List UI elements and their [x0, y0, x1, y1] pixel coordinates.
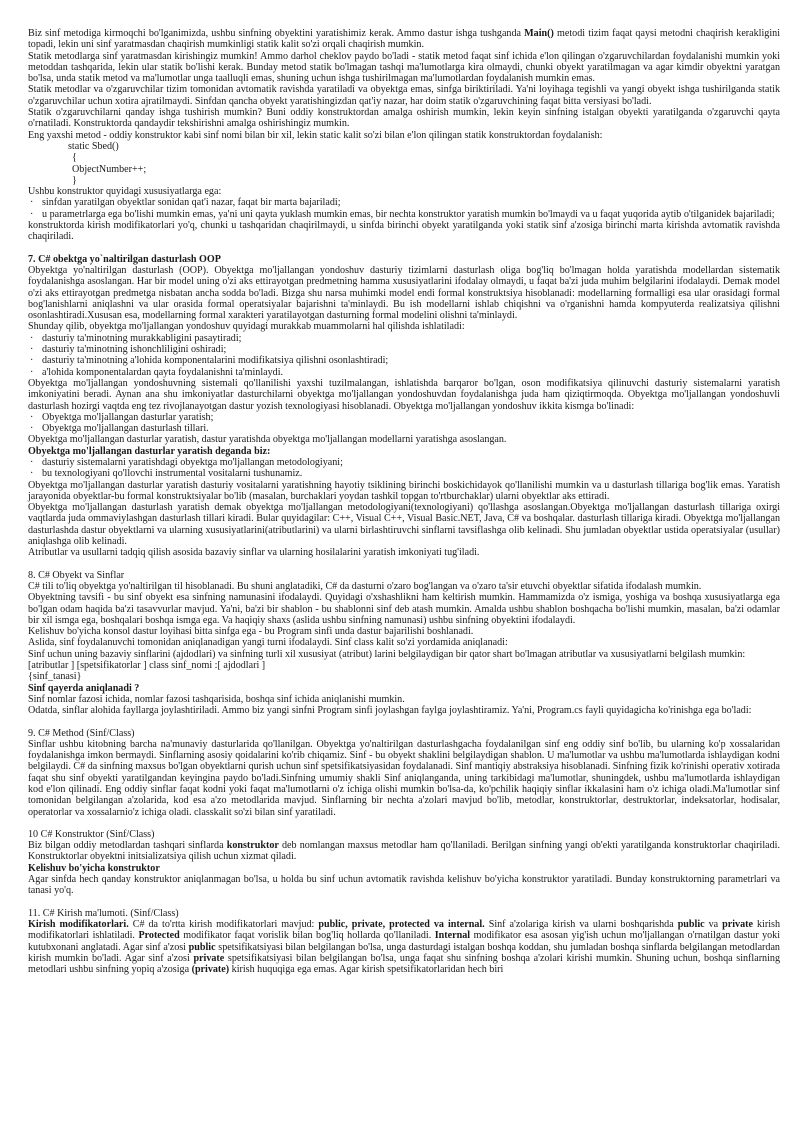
s8-paragraph: Kelishuv bo'yicha konsol dastur loyihasi bitta sinfga ega - bu Program sinfi unda dastur bajarilishi boshlanadi.	[28, 626, 474, 638]
code-line: static Sbed()	[68, 140, 119, 152]
s8-paragraph: Aslida, sinf foydalanuvchi tomonidan aniqlanadigan yangi turni ifodalaydi. Sinf class kalit so'zi yordamida aniqlanadi:	[28, 637, 508, 649]
bullet-item: · dasturiy sistemalarni yaratishdagi obyektga mo'ljallangan metodologiyani;	[28, 457, 780, 468]
s7-paragraph: Obyektga mo'ljallangan dasturlar yaratish dasturiy vositalarni yaratishning hayotiy tsiklining birinchi boskichidayok qo'llanilishi mumkin va u dasturlash tillariga bog'lik emas. Yaratish jarayonida obyektlar-bu formal konstruktsiyalar bo'lib (masalan, burchaklari yoydan tashkil topgan to'rtburchaklar) ularni obyektlar aks ettiradi.	[28, 479, 780, 502]
intro-paragraph-6: Ushbu konstruktor quyidagi xususiyatlarga ega:	[28, 186, 222, 198]
s7-paragraph: Obyektga mo'ljallangan dasturlar yaratish, dastur yaratishda obyektga mo'ljallangan modellarni yaratishga asoslangan.	[28, 434, 507, 446]
s10-paragraph: Biz bilgan oddiy metodlardan tashqari sinflarda konstruktor deb nomlangan maxsus metodlar ham qo'llaniladi. Berilgan sinfning yangi ob'ekti yaratilganda konstruktorlar chaqiriladi. Konstruktorlar obyektni initsializatsiya qilish uchun xizmat qiladi.	[28, 840, 781, 863]
bullet-item: · bu texnologiyani qo'llovchi instrumental vositalarni tushunamiz.	[28, 468, 780, 479]
s8-paragraph: Sinf uchun uning bazaviy sinflarini (ajdodlari) va sinfning turli xil xususiyat (atribut) larini belgilaydigan bir qator shart bo'lmagan atributlar va xususiyatlarni belgilash mumkin:	[28, 648, 746, 660]
section-title-10: 10 C# Konstruktor (Sinf/Class)	[28, 828, 155, 840]
bullet-item: · dasturiy ta'minotning ishonchliligini oshiradi;	[28, 344, 780, 355]
s11-paragraph: Kirish modifikatorlari. C# da to'rtta kirish modifikatorlari mavjud: public, private, protected va internal. Sinf a'zolariga kirish va ularni boshqarishda public va private kirish modifikatorlari ishlatiladi. Protected modifikator faqat vorislik bilan bog'liq hollarda qo'llaniladi. Internal modifikator esa asosan yig'ish uchun mo'ljallangan o'rnatilgan dastur yoki kutubxonani anglatadi. Agar sinf a'zosi public spetsifikatsiyasi bilan belgilangan bo'lsa, unga dasturdagi istalgan boshqa koddan, shu jumladan boshqa sinflarda belgilangan metodlardan kirish mumkin bo'ladi. Agar sinf a'zosi private spetsifikatsiyasi bilan belgilangan bo'lsa, unga faqat shu sinfning boshqa a'zolari kirishi mumkin. Shuning uchun, boshqa sinflarning metodlari ushbu sinfning yopiq a'zosiga (private) kirish huquqiga ega emas. Agar kirish spetsifikatorlaridan hech biri	[28, 918, 781, 976]
bullet-item: · u parametrlarga ega bo'lishi mumkin emas, ya'ni uni qayta yuklash mumkin emas, bir nechta konstruktor yaratish mumkin bo'lmaydi va u faqat yuqorida aytib o'tilganidek bajariladi;	[28, 209, 780, 220]
intro-paragraph-1: Biz sinf metodiga kirmoqchi bo'lganimizda, ushbu sinfning obyektini yaratishimiz kerak. Ammo dastur ishga tushganda Main() metodi tizim faqat qaysi metodni chaqirish kerakligini topadi, lekin uni sinf yaratmasdan chaqirish mumkinligi statik kalit so'zi orqali chaqirish mumkin.	[28, 28, 780, 51]
section-title-9: 9. C# Method (Sinf/Class)	[28, 727, 135, 739]
s8-paragraph: C# tili to'liq obyektga yo'naltirilgan til hisoblanadi. Bu shuni anglatadiki, C# da dasturni o'zaro bog'langan va o'zaro ta'sir etuvchi obyektlar sifatida ifodalash mumkin.	[28, 580, 702, 592]
s7-paragraph: Atributlar va usullarni tadqiq qilish asosida bazaviy sinflar va ularning hosilalarini yaratish imkoniyati tug'iladi.	[28, 547, 480, 559]
intro-paragraph-3: Statik metodlar va o'zgaruvchilar tizim tomonidan avtomatik ravishda yaratiladi va obyektga emas, sinfga biriktiriladi. Ya'ni loyihaga tegishli va yangi obyekt ishga tushirilganda statik o'zgaruvchilar uchun xotira ajratilmaydi. Sinfdan qancha obyekt yaratishingizdan qat'iy nazar, har doim statik o'zgaruvchining faqat bitta versiyasi bo'ladi.	[28, 84, 780, 107]
bullet-item: · Obyektga mo'ljallangan dasturlash tillari.	[28, 423, 780, 434]
code-line: }	[72, 174, 77, 186]
section-title-7: 7. C# obektga yo`naltirilgan dasturlash OOP	[28, 253, 221, 265]
s7-paragraph: Obyektga yo'naltirilgan dasturlash (OOP). Obyektga mo'ljallangan yondoshuv dasturiy tizimlarni dasturlash oliga bog'liq bo'lmagan holda yaratishda modellardan sistematik foydalanishga asoslangan. Har bir model uning o'zi aks ettirayotgan predmetning hamma xususiyatlarini ifodalay olmaydi, u faqat ba'zi juda muhim belgilarini ifodalaydi. Demak model o'zi aks ettirayotgan predmetga nisbatan ancha sodda bo'ladi. Bizga shu narsa muhimki model endi formal konstruktsiya hisoblanadi: modellarning formalligi esa ular orasidagi formal bog'lanishlarni aniqlashni va ular orasida formal operatsiyalar bajarishni ta'minlaydi. Bu ish modellarni ishlab chiqishni va o'rganishni hamda kompyuterda realizatsiya qilishni osonlashtiradi.Xususan esa, modellarning formal xarakteri yaratilayotgan dasturning formal modelini olishni ta'minlaydi.	[28, 264, 780, 322]
s8-subheading: Sinf qayerda aniqlanadi ?	[28, 682, 140, 694]
intro-paragraph-7: konstruktorda kirish modifikatorlari yo'q, chunki u tashqaridan chaqirilmaydi, u sinfda birinchi obyekt yaratilganda yoki statik sinf a'zosiga birinchi marta kirishda avtomatik ravishda chaqiriladi.	[28, 220, 780, 243]
s8-paragraph: Sinf nomlar fazosi ichida, nomlar fazosi tashqarisida, boshqa sinf ichida aniqlanishi mumkin.	[28, 693, 405, 705]
code-line: {	[72, 152, 77, 164]
s8-paragraph: Obyektning tavsifi - bu sinf obyekt esa sinfning namunasini ifodalaydi. Quyidagi o'xshashlikni ham keltirish mumkin. Hammamizda o'z ismiga, yoshiga va boshqa xususiyatlarga ega bo'lgan odam haqida ba'zi tasavvurlar mavjud. Ya'ni, ba'zi bir shablon - bu shablonni sinf deb atash mumkin. Amalda ushbu shablon boshqacha bo'lishi mumkin, masalan, ba'zi odamlar bir xil ismga ega, boshqalari boshqa ismga ega. Va haqiqiy shaxs (aslida ushbu sinfning namunasi) ushbu sinfning obyektini ifodalaydi.	[28, 592, 780, 626]
s8-paragraph: Odatda, sinflar alohida fayllarga joylashtiriladi. Ammo biz yangi sinfni Program sinfi joylashgan faylga joylashtiramiz. Ya'ni, Program.cs fayli quyidagicha ko'rinishga ega bo'ladi:	[28, 705, 752, 717]
bullet-item: · dasturiy ta'minotning murakkabligini pasaytiradi;	[28, 333, 780, 344]
s10-subheading: Kelishuv bo'yicha konstruktor	[28, 862, 160, 874]
s9-paragraph: Sinflar ushbu kitobning barcha na'munaviy dasturlarida qo'llanilgan. Obyektga yo'naltirilgan dasturlashgacha foydalanilgan sinf eng oddiy sinf bo'lib, bu ularning ko'p xossalaridan foydalanishga imkon bermaydi. Sinflarning asosiy qoidalarini ko'rib chiqamiz. Sinf - bu obyekt shaklini belgilaydigan shablon. U ma'lumotlar va ushbu ma'lumotlarda ishlaydigan kodni belgilaydi. C# da sinfning maxsus bo'lgan obyektlarni qurish uchun sinf spetsifikatsiyasidan foydalanadi. Sinf mantiqiy abstraksiya hisoblanadi. Sinfning fizik ko'rinishi operativ xotirada faqat shu sinf obyekti yaratilgandan keyingina paydo bo'ladi.Sinfning umumiy shakli Sinf aniqlanganda, uning tarkibidagi ma'lumotlar, shuningdek, ushbu ma'lumotlarda ishlaydigan kod e'lon qilinadi. Eng oddiy sinflar faqat kodni yoki faqat ma'lumotlarni o'z ichiga olishi mumkin bo'lsa-da, ko'pchilik haqiqiy sinflar ikkalasini ham o'z ichiga oladi.Ma'lumotlar sinf tomonidan belgilangan a'zolarida, kod esa a'zo metodlarida mavjud. Sinflarning bir nechta a'zolari mavjud bo'lib, metodlar, konstruktorlar, destruktorlar, indeksatorlar, hodisalar, operatorlar va xossalarnio'z ichiga oladi. classkalit so'zi bilan sinf yaratiladi.	[28, 738, 780, 818]
s10-paragraph: Agar sinfda hech qanday konstruktor aniqlanmagan bo'lsa, u holda bu sinf uchun avtomatik ravishda kelishuv bo'yicha konstruktor yaratiladi. Bunday konstruktorning parametrlari va tanasi yo'q.	[28, 874, 780, 897]
bullet-item: · Obyektga mo'ljallangan dasturlar yaratish;	[28, 412, 780, 423]
s7-paragraph: Shunday qilib, obyektga mo'ljallangan yondoshuv quyidagi murakkab muammolarni hal qilishda ishlatiladi:	[28, 321, 465, 333]
s8-syntax-line: [atributlar ] [spetsifikatorlar ] class sinf_nomi :[ ajdodlari ]	[28, 660, 266, 672]
section-title-11: 11. C# Kirish ma'lumoti. (Sinf/Class)	[28, 907, 179, 919]
section-title-8: 8. C# Obyekt va Sinflar	[28, 569, 125, 581]
intro-paragraph-5: Eng yaxshi metod - oddiy konstruktor kabi sinf nomi bilan bir xil, lekin static kalit so'zi bilan e'lon qilingan statik konstruktordan foydalanish:	[28, 129, 603, 141]
s7-subheading: Obyektga mo'ljallangan dasturlar yaratish deganda biz:	[28, 445, 271, 457]
intro-paragraph-2: Statik metodlarga sinf yaratmasdan kirishingiz mumkin! Ammo darhol cheklov paydo bo'ladi - statik metod faqat sinf ichida e'lon qilingan o'zgaruvchilardan foydalanishi mumkin yoki metoddan tashqarida, lekin ular statik bo'lishi kerak. Bunday metod statik bo'lmagan tashqi ma'lumotlarga kira olmaydi, chunki obyekt yaratilmagan va agar kimdir obyektni yaratgan bo'lsa, unda statik metod va ma'lumotlar unga taalluqli emas, shuning uchun ishga tushirilmagan ma'lumotlardan foydalanish mumkin emas.	[28, 50, 780, 85]
bullet-item: · sinfdan yaratilgan obyektlar sonidan qat'i nazar, faqat bir marta bajariladi;	[28, 197, 780, 208]
bullet-item: · dasturiy ta'minotning a'lohida komponentalarini modifikatsiya qilishni osonlashtiradi;	[28, 355, 780, 366]
code-line: ObjectNumber++;	[72, 163, 147, 175]
bullet-item: · a'lohida komponentalardan qayta foydalanishni ta'minlaydi.	[28, 367, 780, 378]
s8-syntax-line: {sinf_tanasi}	[28, 671, 82, 683]
s7-paragraph: Obyektga mo'ljallangan dasturlash yaratish demak obyektga mo'ljallangan metodologiyani(texnologiyani) qo'llashga asoslangan.Obyektga mo'ljallangan dasturlash tillariga oxirgi vaqtlarda juda ommaviylashgan dasturlash tillari kiradi. Bular quyidagilar: C++, Visual C++, Visual Basic.NET, Java, C# va boshqalar. dasturlash tillariga kiradi. Obyektga mo'ljallangan dasturlashda dastur obyektlarni va ularning xususiyatlarini(atributlarini) va ularni birlashtiruvchi sinflarni tavsiflashga olib kelinadi. Shu jumladan obyektlar ustida operatsiyalar (usullar) aniqlashga olib kelinadi.	[28, 502, 780, 548]
intro-paragraph-4: Statik o'zgaruvchilarni qanday ishga tushirish mumkin? Buni oddiy konstruktordan amalga oshirish mumkin, lekin keyin sinfning istalgan obyekti yaratilganda o'zgaruvchi qayta o'rnatiladi. Konstruktorda qandaydir tekshirishni amalga oshirishingiz mumkin.	[28, 107, 780, 130]
s7-paragraph: Obyektga mo'ljallangan yondoshuvning sistemali qo'llanilishi yaxshi tuzilmalangan, ishlatishda barqaror bo'lgan, oson modifikatsiya qilinuvchi dasturiy sistemalarni yaratish imkoniyatini beradi. Aynan ana shu imkoniyatlar dasturchilarni obyektga mo'ljallangan yondoshuvdan foydalanishga juda ham qiziqtirmoqda. Obyektga mo'ljallangan yondoshuvli dasturlash hozirgi vaqtda eng tez rivojlanayotgan dastur yozish texnologiyasi hisoblanadi. Obyektga mo'ljallangan yondoshuv ikkita kismga bo'linadi:	[28, 377, 780, 412]
